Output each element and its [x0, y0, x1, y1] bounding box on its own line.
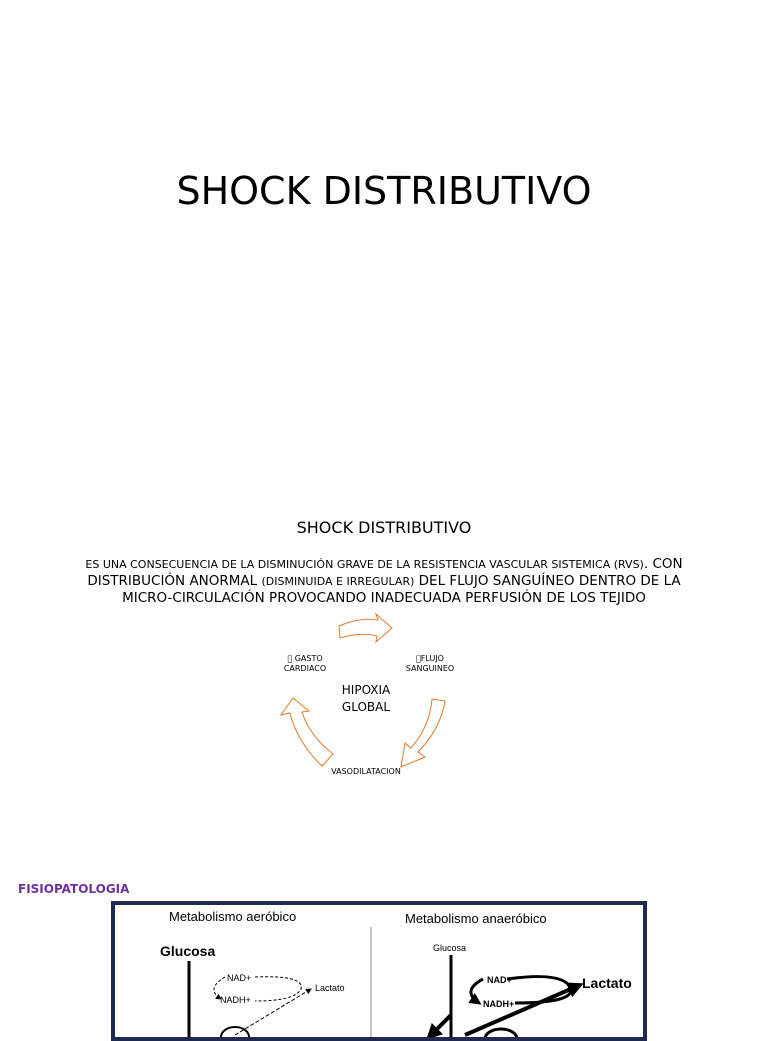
anaerobic-glucose-label: Glucosa [433, 943, 467, 953]
cycle-center-line-2: GLOBAL [341, 700, 391, 714]
aerobic-title: Metabolismo aeróbico [169, 909, 297, 924]
aerobic-glucose-label: Glucosa [160, 943, 216, 959]
cycle-node-gasto-line-1: GASTO [291, 654, 319, 663]
definition-part-4: DEL FLUJO SANGUÍNEO DENTRO DE LA MICRO-CIRCULACIÓN PROVOCANDO INADECUADA PERFUSIÓN DE LOS TEJIDO [122, 573, 681, 606]
anaerobic-lactate-label: Lactato [582, 975, 632, 991]
definition-part-3: (DISMINUIDA E IRREGULAR) [261, 575, 415, 588]
aerobic-lactate-branch [255, 977, 301, 1001]
metabolism-diagram-canvas [115, 905, 643, 1037]
anaerobic-downstream-arrow [429, 1015, 451, 1037]
aerobic-mitochondria-shape [221, 1027, 249, 1037]
anaerobic-mitochondria-shape [485, 1029, 517, 1037]
cycle-center-line-1: HIPOXIA [341, 683, 391, 697]
cycle-node-gasto-line-2: CARDIACO [283, 663, 327, 673]
aerobic-lactate-label: Lactato [315, 983, 345, 993]
anaerobic-nadh-label: NADH+ [483, 999, 515, 1009]
metabolism-diagram [111, 901, 647, 1041]
slide-title: SHOCK DISTRIBUTIVO [296, 518, 472, 537]
aerobic-nad-cycle [214, 977, 225, 999]
anaerobic-lactate-arrow [465, 985, 580, 1035]
anaerobic-nad-plus-label: NAD+ [487, 975, 512, 985]
cycle-node-flujo-sanguineo [395, 654, 465, 673]
aerobic-nad-plus-label: NAD+ [227, 973, 252, 983]
definition-part-1: ES UNA CONSECUENCIA DE LA DISMINUCIÓN GRAVE DE LA RESISTENCIA VASCULAR SISTEMICA (RVS) [85, 558, 644, 571]
metabolism-diagram-lines [115, 905, 643, 1037]
aerobic-lactate-arrow [235, 989, 311, 1035]
cycle-node-gasto-cardiaco [270, 654, 340, 673]
cycle-node-flujo-line-1: FLUJO [418, 654, 442, 663]
anaerobic-lactate-branch [507, 977, 571, 1003]
definition-part-2: . CON DISTRIBUCIÓN ANORMAL [87, 556, 683, 589]
section-label: FISIOPATOLOGIA [18, 882, 130, 896]
cycle-center-label [320, 682, 412, 716]
anaerobic-nad-cycle [471, 979, 483, 1003]
anaerobic-title: Metabolismo anaeróbico [405, 911, 547, 926]
aerobic-nadh-label: NADH+ [220, 995, 251, 1005]
cycle-node-vasodilatacion: VASODILATACION [331, 767, 401, 776]
cycle-arrow-top [339, 614, 392, 642]
main-title: SHOCK DISTRIBUTIVO [176, 169, 592, 213]
cycle-node-flujo-line-2: SANGUINEO [405, 663, 455, 673]
